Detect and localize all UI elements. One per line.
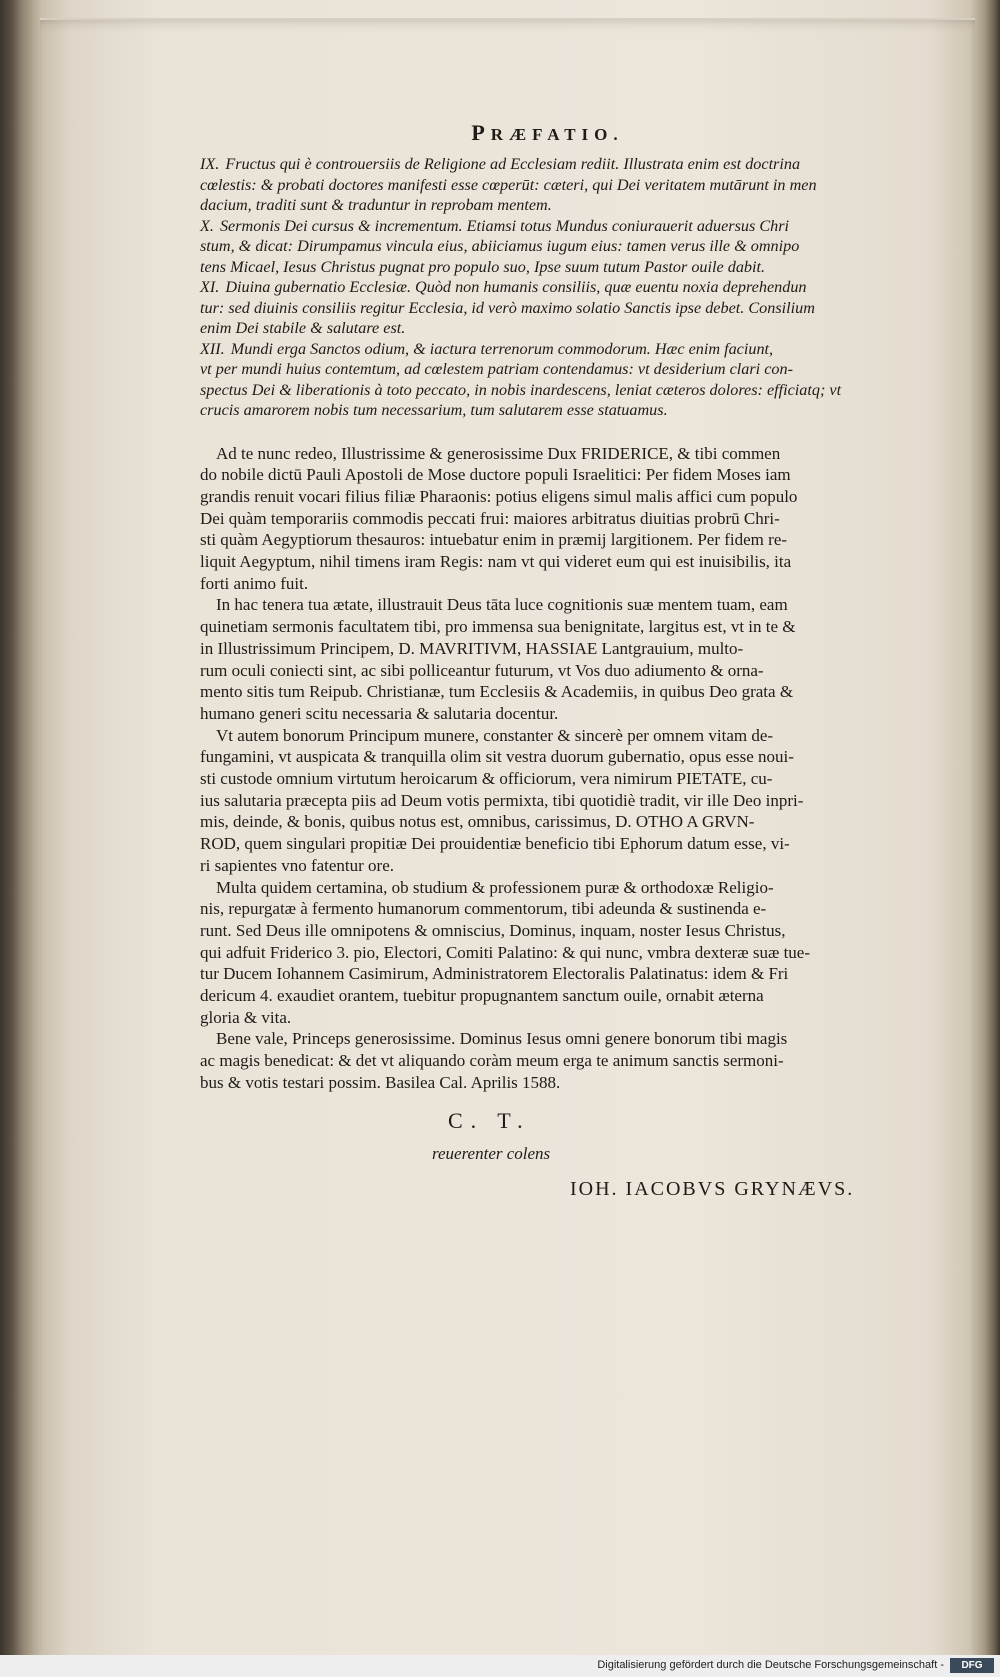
item-line: stum, & dicat: Dirumpamus vincula eius, abiiciamus iugum eius: tamen verus ille & omnipo [200, 237, 800, 255]
text-line: In hac tenera tua ætate, illustrauit Deus tāta luce cognitionis suæ mentem tuam, eam [216, 595, 788, 615]
text-line: humano generi scitu necessaria & salutaria docentur. [200, 703, 559, 723]
paragraph [200, 1028, 895, 1093]
text-line: Ad te nunc redeo, Illustrissime & generosissime Dux FRIDERICE, & tibi commen [216, 443, 781, 463]
signoff-initials: C. T. [448, 1107, 531, 1133]
item-list [200, 154, 895, 421]
heading-rest: RÆFATIO. [490, 125, 624, 144]
item-line: cœlestis: & probati doctores manifesti esse cœperūt: cæteri, qui Dei veritatem mutārunt in men [200, 175, 817, 194]
list-item [200, 339, 895, 421]
item-line: Sermonis Dei cursus & incrementum. Etiamsi totus Mundus coniurauerit aduersus Chri [219, 216, 790, 235]
paragraph [200, 594, 895, 724]
text-line: rum oculi coniecti sint, ac sibi polliceantur futurum, vt Vos duo adiumento & orna- [200, 660, 764, 680]
text-line: bus & votis testari possim. Basilea Cal. Aprilis 1588. [200, 1072, 561, 1092]
text-line: ius salutaria præcepta piis ad Deum votis permixta, tibi quotidiè tradit, vir ille Deo inpri- [200, 790, 804, 810]
text-line: Dei quàm temporariis commodis peccati frui: maiores arbitratus diuitias probrū Chri- [200, 508, 780, 528]
list-item [200, 277, 895, 339]
text-line: qui adfuit Friderico 3. pio, Electori, Comiti Palatino: & qui nunc, vmbra dexteræ suæ tue- [200, 942, 811, 962]
paragraph [200, 725, 895, 877]
text-line: forti animo fuit. [200, 573, 309, 593]
item-line: enim Dei stabile & salutare est. [200, 319, 406, 337]
text-line: ROD, quem singulari propitiæ Dei prouidentiæ beneficio tibi Ephorum datum esse, vi- [200, 834, 790, 854]
list-item [200, 154, 895, 216]
item-line: crucis amarorem nobis tum necessarium, tum salutarem esse statuamus. [200, 401, 668, 419]
text-line: ac magis benedicat: & det vt aliquando coràm meum erga te animum sanctis sermoni- [200, 1051, 784, 1071]
text-line: Bene vale, Princeps generosissime. Dominus Iesus omni genere bonorum tibi magis [216, 1029, 788, 1049]
text-line: sti quàm Aegyptiorum thesauros: intuebatur enim in præmij largitionem. Per fidem re- [200, 530, 788, 550]
text-line: sti custode omnium virtutum heroicarum & officiorum, vera nimirum PIETATE, cu- [200, 769, 773, 789]
item-line: vt per mundi huius contemtum, ad cœlestem patriam contendamus: vt desiderium clari con- [200, 360, 793, 378]
item-number: IX. [200, 155, 220, 173]
signoff [200, 1108, 895, 1218]
dfg-logo: DFG [950, 1658, 994, 1673]
text-line: Vt autem bonorum Principum munere, constanter & sincerè per omnem vitam de- [216, 725, 774, 745]
item-number: XII. [200, 339, 225, 358]
paragraph [200, 443, 895, 595]
heading-initial: P [471, 120, 491, 145]
footer-credit: Digitalisierung gefördert durch die Deutsche Forschungsgemeinschaft - [597, 1659, 944, 1671]
text-line: nis, repurgatæ à fermento humanorum commentorum, tibi adeunda & sustinenda e- [200, 899, 767, 919]
list-item [200, 216, 895, 278]
text-line: ri sapientes vno fatentur ore. [200, 855, 395, 875]
item-line: tur: sed diuinis consiliis regitur Ecclesia, id verò maximo solatio Sanctis ipse debet. Consilium [200, 298, 815, 317]
text-line: tur Ducem Iohannem Casimirum, Administratorem Electoralis Palatinatus: idem & Fri [200, 964, 789, 984]
text-line: do nobile dictū Pauli Apostoli de Mose ductore populi Israelitici: Per fidem Moses iam [200, 465, 791, 485]
text-line: liquit Aegyptum, nihil timens iram Regis: nam vt qui videret eum qui est inuisibilis, ita [200, 552, 792, 572]
signoff-salutation: reuerenter colens [432, 1143, 551, 1163]
item-line: dacium, traditi sunt & traduntur in reprobam mentem. [200, 196, 552, 214]
item-line: spectus Dei & liberationis à toto peccato, in nobis inardescens, leniat cæteros dolores: efficiatq; vt [200, 380, 842, 399]
text-line: grandis renuit vocari filius filiæ Pharaonis: potius eligens simul malis affici cum populo [200, 486, 798, 506]
item-line: Fructus qui è controuersiis de Religione ad Ecclesiam rediit. Illustrata enim est doctrina [225, 155, 801, 173]
text-line: mis, deinde, & bonis, quibus notus est, omnibus, carissimus, D. OTHO A GRVN- [200, 812, 755, 832]
paragraph [200, 877, 895, 1029]
text-line: fungamini, vt auspicata & tranquilla olim sit vestra duorum gubernatio, opus esse noui- [200, 747, 794, 767]
text-line: runt. Sed Deus ille omnipotens & omniscius, Dominus, inquam, noster Iesus Christus, [200, 920, 786, 940]
page-heading [200, 120, 895, 146]
text-line: dericum 4. exaudiet orantem, tuebitur propugnantem sanctum ouile, ornabit æterna [200, 986, 764, 1006]
item-line: Mundi erga Sanctos odium, & iactura terrenorum commodorum. Hæc enim faciunt, [230, 339, 774, 358]
text-block [200, 120, 895, 1218]
item-line: Diuina gubernatio Ecclesiæ. Quòd non humanis consiliis, quæ euentu noxia deprehendun [225, 278, 807, 296]
text-line: mento sitis tum Reipub. Christianæ, tum Ecclesiis & Academiis, in quibus Deo grata & [200, 682, 794, 702]
text-line: gloria & vita. [200, 1007, 292, 1027]
text-line: Multa quidem certamina, ob studium & professionem puræ & orthodoxæ Religio- [216, 877, 774, 897]
digitization-footer [0, 1655, 1000, 1677]
text-line: quinetiam sermonis facultatem tibi, pro immensa sua benignitate, largitus est, vt in te & [200, 617, 796, 637]
item-line: tens Micael, Iesus Christus pugnat pro populo suo, Ipse suum tutum Pastor ouile dabit. [200, 257, 766, 276]
item-number: XI. [200, 278, 220, 296]
text-line: in Illustrissimum Principem, D. MAVRITIVM, HASSIAE Lantgrauium, multo- [200, 638, 744, 658]
item-number: X. [200, 216, 214, 235]
author-name: IOH. IACOBVS GRYNÆVS. [570, 1177, 855, 1200]
